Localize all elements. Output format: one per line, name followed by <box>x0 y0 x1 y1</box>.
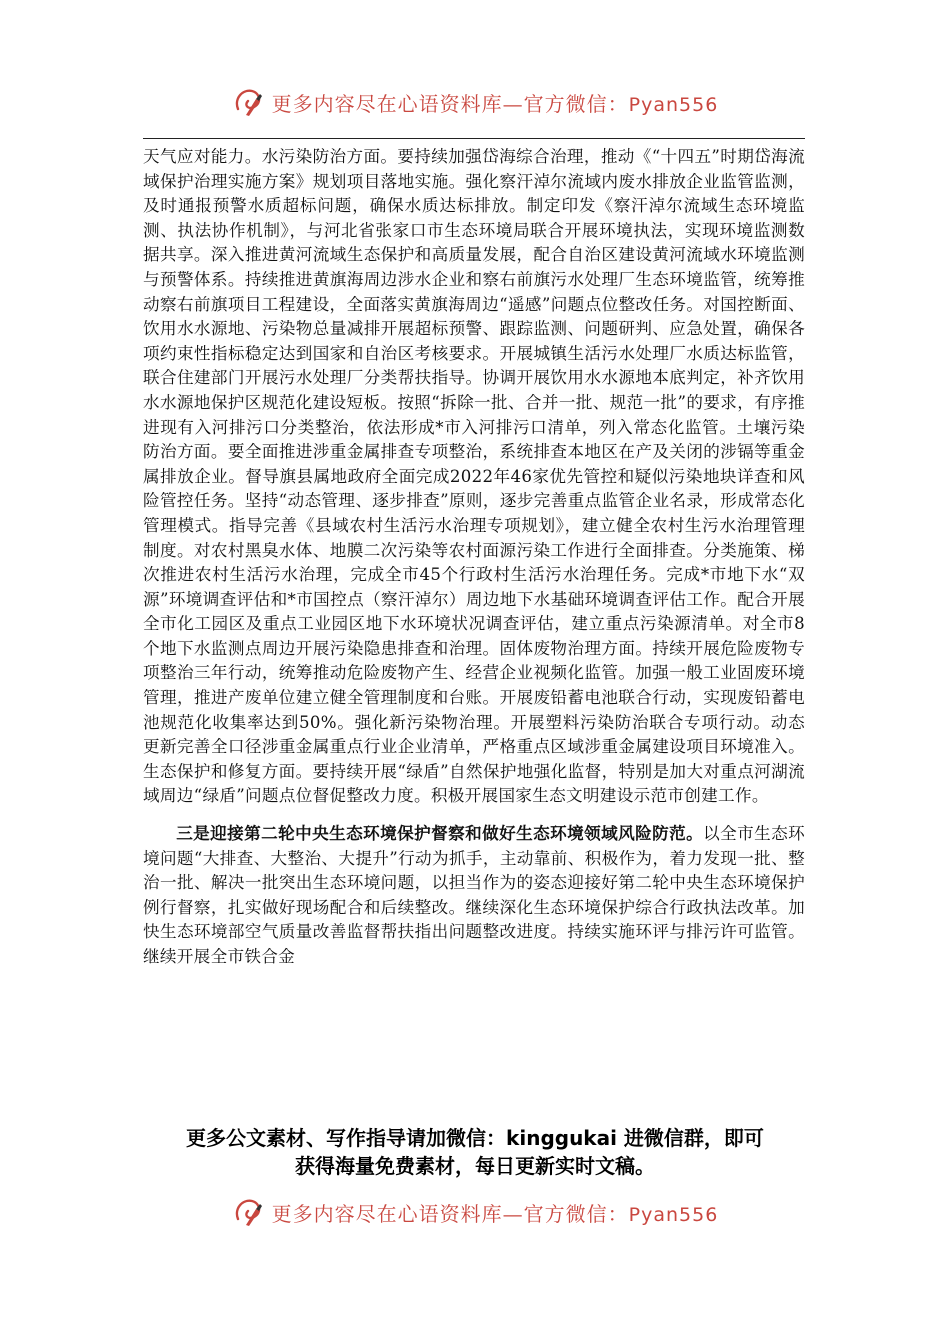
footer-brand-label: 更多内容尽在心语资料库—官方微信： <box>271 1201 629 1226</box>
footer-wechat-id: Pyan556 <box>628 1203 719 1226</box>
document-body <box>143 145 805 970</box>
promo-line-2: 获得海量免费素材，每日更新实时文稿。 <box>295 1154 655 1178</box>
paragraph-2-text: 以全市生态环境问题“大排查、大整治、大提升”行动为抓手，主动靠前、积极作为，着力发现一批、整治一批、解决一批突出生态环境问题，以担当作为的姿态迎接好第二轮中央生态环境保护例行督察，扎实做好现场配合和后续整改。继续深化生态环境保护综合行政执法改革。加快生态环境部空气质量改善监督帮扶指出问题整改进度。持续实施环评与排污许可监管。继续开展全市铁合金 <box>143 824 805 966</box>
header-brand-text <box>272 88 719 117</box>
header-wechat-id: Pyan556 <box>628 93 719 116</box>
promo-block <box>120 1124 830 1180</box>
footer-brand-text <box>272 1198 719 1227</box>
footer-brand-banner <box>0 1192 950 1232</box>
body-paragraph-2 <box>143 821 805 970</box>
header-divider <box>143 138 805 139</box>
pen-swirl-logo-icon <box>232 1195 266 1229</box>
header-brand-label: 更多内容尽在心语资料库—官方微信： <box>271 91 629 116</box>
body-paragraph-1: 天气应对能力。水污染防治方面。要持续加强岱海综合治理，推动《“十四五”时期岱海流域保护治理实施方案》规划项目落地实施。强化察汗淖尔流域内废水排放企业监管监测，及时通报预警水质超标问题，确保水质达标排放。制定印发《察汗淖尔流域生态环境监测、执法协作机制》，与河北省张家口市生态环境局联合开展环境执法，实现环境监测数据共享。深入推进黄河流域生态保护和高质量发展，配合自治区建设黄河流域水环境监测与预警体系。持续推进黄旗海周边涉水企业和察右前旗污水处理厂生态环境监管，统筹推动察右前旗项目工程建设，全面落实黄旗海周边“遥感”问题点位整改任务。对国控断面、饮用水水源地、污染物总量减排开展超标预警、跟踪监测、问题研判、应急处置，确保各项约束性指标稳定达到国家和自治区考核要求。开展城镇生活污水处理厂水质达标监管，联合住建部门开展污水处理厂分类帮扶指导。协调开展饮用水水源地本底判定，补齐饮用水水源地保护区规范化建设短板。按照“拆除一批、合并一批、规范一批”的要求，有序推进现有入河排污口分类整治，依法形成*市入河排污口清单，列入常态化监管。土壤污染防治方面。要全面推进涉重金属排查专项整治，系统排查本地区在产及关闭的涉镉等重金属排放企业。督导旗县属地政府全面完成2022年46家优先管控和疑似污染地块详查和风险管控任务。坚持“动态管理、逐步排查”原则，逐步完善重点监管企业名录，形成常态化管理模式。指导完善《县域农村生活污水治理专项规划》，建立健全农村生污水治理管理制度。对农村黑臭水体、地膜二次污染等农村面源污染工作进行全面排查。分类施策、梯次推进农村生活污水治理，完成全市45个行政村生活污水治理任务。完成*市地下水“双源”环境调查评估和*市国控点（察汗淖尔）周边地下水基础环境调查评估工作。配合开展全市化工园区及重点工业园区地下水环境状况调查评估，建立重点污染源清单。对全市8个地下水监测点周边开展污染隐患排查和治理。固体废物治理方面。持续开展危险废物专项整治三年行动，统筹推动危险废物产生、经营企业视频化监管。加强一般工业固废环境管理，推进产废单位建立健全管理制度和台账。开展废铅蓄电池联合行动，实现废铅蓄电池规范化收集率达到50%。强化新污染物治理。开展塑料污染防治联合专项行动。动态更新完善全口径涉重金属重点行业企业清单，严格重点区域涉重金属建设项目环境准入。生态保护和修复方面。要持续开展“绿盾”自然保护地强化监督，特别是加大对重点河湖流域周边“绿盾”问题点位督促整改力度。积极开展国家生态文明建设示范市创建工作。 <box>143 147 805 806</box>
promo-line-1: 更多公文素材、写作指导请加微信：kinggukai 进微信群，即可 <box>186 1126 764 1150</box>
pen-swirl-logo-icon <box>232 85 266 119</box>
paragraph-2-heading: 三是迎接第二轮中央生态环境保护督察和做好生态环境领域风险防范。 <box>176 823 704 844</box>
header-brand-banner <box>0 82 950 122</box>
